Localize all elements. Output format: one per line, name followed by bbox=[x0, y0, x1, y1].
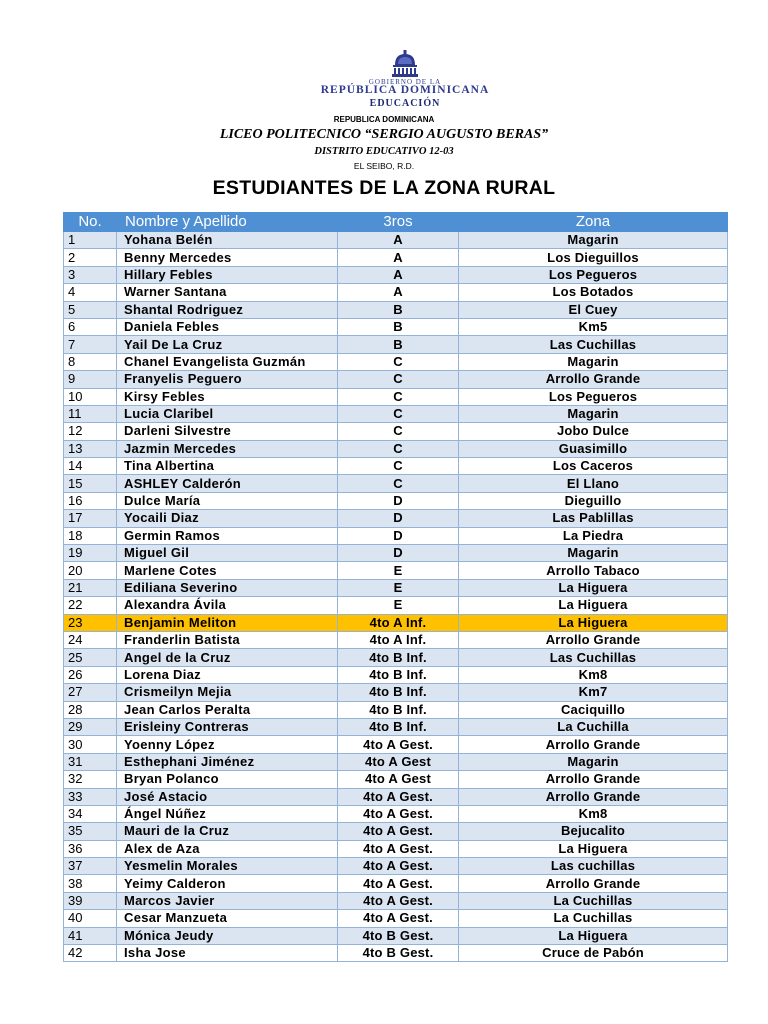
cell-zone: Magarin bbox=[459, 405, 728, 422]
cell-zone: Arrollo Grande bbox=[459, 875, 728, 892]
cell-grade: 4to A Gest. bbox=[338, 823, 459, 840]
table-row bbox=[64, 614, 728, 631]
cell-number: 33 bbox=[64, 788, 117, 805]
cell-grade: C bbox=[338, 475, 459, 492]
cell-number: 3 bbox=[64, 266, 117, 283]
cell-name: Lucia Claribel bbox=[117, 405, 338, 422]
capitol-dome-icon bbox=[392, 50, 418, 77]
district-label: DISTRITO EDUCATIVO 12-03 bbox=[314, 146, 454, 157]
cell-grade: 4to A Gest. bbox=[338, 736, 459, 753]
cell-number: 4 bbox=[64, 284, 117, 301]
cell-name: Cesar Manzueta bbox=[117, 910, 338, 927]
logo-line-3: EDUCACIÓN bbox=[369, 98, 441, 109]
cell-grade: 4to B Inf. bbox=[338, 684, 459, 701]
page-title: ESTUDIANTES DE LA ZONA RURAL bbox=[212, 177, 556, 199]
table-row bbox=[64, 788, 728, 805]
cell-number: 30 bbox=[64, 736, 117, 753]
cell-grade: 4to B Inf. bbox=[338, 649, 459, 666]
cell-name: Crismeilyn Mejia bbox=[117, 684, 338, 701]
cell-number: 32 bbox=[64, 771, 117, 788]
cell-zone: Las Cuchillas bbox=[459, 649, 728, 666]
cell-zone: Arrollo Grande bbox=[459, 631, 728, 648]
column-header-name: Nombre y Apellido bbox=[117, 213, 338, 232]
cell-zone: Bejucalito bbox=[459, 823, 728, 840]
cell-number: 7 bbox=[64, 336, 117, 353]
cell-zone: Arrollo Tabaco bbox=[459, 562, 728, 579]
table-row bbox=[64, 875, 728, 892]
cell-number: 37 bbox=[64, 858, 117, 875]
table-row bbox=[64, 405, 728, 422]
cell-number: 31 bbox=[64, 753, 117, 770]
cell-zone: Las cuchillas bbox=[459, 858, 728, 875]
cell-grade: C bbox=[338, 371, 459, 388]
cell-name: Erisleiny Contreras bbox=[117, 718, 338, 735]
country-label: REPUBLICA DOMINICANA bbox=[333, 115, 435, 124]
cell-number: 36 bbox=[64, 840, 117, 857]
cell-grade: 4to A Gest bbox=[338, 753, 459, 770]
cell-grade: C bbox=[338, 405, 459, 422]
cell-name: Isha Jose bbox=[117, 945, 338, 962]
cell-number: 27 bbox=[64, 684, 117, 701]
cell-name: Kirsy Febles bbox=[117, 388, 338, 405]
cell-number: 2 bbox=[64, 249, 117, 266]
cell-zone: Guasimillo bbox=[459, 440, 728, 457]
table-row bbox=[64, 823, 728, 840]
cell-number: 1 bbox=[64, 232, 117, 249]
cell-grade: E bbox=[338, 562, 459, 579]
cell-name: Mauri de la Cruz bbox=[117, 823, 338, 840]
cell-zone: Arrollo Grande bbox=[459, 736, 728, 753]
cell-name: Yesmelin Morales bbox=[117, 858, 338, 875]
cell-name: Marcos Javier bbox=[117, 892, 338, 909]
cell-number: 14 bbox=[64, 458, 117, 475]
cell-name: Chanel Evangelista Guzmán bbox=[117, 353, 338, 370]
cell-zone: Km8 bbox=[459, 805, 728, 822]
cell-zone: La Cuchillas bbox=[459, 892, 728, 909]
cell-zone: La Cuchillas bbox=[459, 910, 728, 927]
cell-name: ASHLEY Calderón bbox=[117, 475, 338, 492]
cell-name: Ángel Núñez bbox=[117, 805, 338, 822]
cell-zone: Arrollo Grande bbox=[459, 788, 728, 805]
cell-name: Yoenny López bbox=[117, 736, 338, 753]
cell-name: Warner Santana bbox=[117, 284, 338, 301]
cell-zone: La Cuchilla bbox=[459, 718, 728, 735]
table-row bbox=[64, 266, 728, 283]
table-row bbox=[64, 545, 728, 562]
cell-number: 24 bbox=[64, 631, 117, 648]
cell-zone: Km7 bbox=[459, 684, 728, 701]
table-row bbox=[64, 771, 728, 788]
cell-zone: Dieguillo bbox=[459, 492, 728, 509]
cell-zone: Magarin bbox=[459, 753, 728, 770]
cell-zone: Magarin bbox=[459, 232, 728, 249]
table-row bbox=[64, 753, 728, 770]
cell-zone: Km8 bbox=[459, 666, 728, 683]
cell-zone: La Higuera bbox=[459, 927, 728, 944]
cell-grade: A bbox=[338, 284, 459, 301]
logo-line-2: REPÚBLICA DOMINICANA bbox=[320, 84, 490, 96]
cell-zone: Caciquillo bbox=[459, 701, 728, 718]
cell-name: Benjamin Meliton bbox=[117, 614, 338, 631]
table-row bbox=[64, 284, 728, 301]
cell-number: 17 bbox=[64, 510, 117, 527]
column-header-grade: 3ros bbox=[338, 213, 459, 232]
table-row bbox=[64, 579, 728, 596]
cell-name: Alex de Aza bbox=[117, 840, 338, 857]
cell-zone: Cruce de Pabón bbox=[459, 945, 728, 962]
cell-grade: D bbox=[338, 545, 459, 562]
cell-zone: La Higuera bbox=[459, 579, 728, 596]
cell-number: 21 bbox=[64, 579, 117, 596]
cell-number: 13 bbox=[64, 440, 117, 457]
table-row bbox=[64, 249, 728, 266]
ministry-logo bbox=[300, 50, 510, 112]
cell-zone: La Higuera bbox=[459, 840, 728, 857]
table-row bbox=[64, 892, 728, 909]
table-row bbox=[64, 353, 728, 370]
cell-grade: 4to A Gest. bbox=[338, 788, 459, 805]
cell-name: Yeimy Calderon bbox=[117, 875, 338, 892]
cell-grade: 4to A Gest. bbox=[338, 892, 459, 909]
cell-grade: D bbox=[338, 492, 459, 509]
cell-name: Daniela Febles bbox=[117, 318, 338, 335]
logo-line-1: GOBIERNO DE LA bbox=[368, 78, 442, 86]
cell-grade: E bbox=[338, 597, 459, 614]
cell-number: 9 bbox=[64, 371, 117, 388]
table-row bbox=[64, 945, 728, 962]
table-row bbox=[64, 527, 728, 544]
table-body bbox=[64, 232, 728, 962]
cell-name: Shantal Rodriguez bbox=[117, 301, 338, 318]
cell-name: Miguel Gil bbox=[117, 545, 338, 562]
cell-name: Dulce María bbox=[117, 492, 338, 509]
table-row bbox=[64, 371, 728, 388]
cell-grade: 4to A Gest. bbox=[338, 910, 459, 927]
cell-number: 5 bbox=[64, 301, 117, 318]
cell-number: 39 bbox=[64, 892, 117, 909]
cell-name: Darleni Silvestre bbox=[117, 423, 338, 440]
cell-grade: 4to B Inf. bbox=[338, 718, 459, 735]
table-row bbox=[64, 388, 728, 405]
cell-number: 16 bbox=[64, 492, 117, 509]
cell-zone: Magarin bbox=[459, 545, 728, 562]
table-header-row bbox=[64, 213, 728, 232]
cell-grade: B bbox=[338, 301, 459, 318]
table-row bbox=[64, 440, 728, 457]
cell-grade: 4to A Gest. bbox=[338, 858, 459, 875]
table-row bbox=[64, 232, 728, 249]
cell-grade: C bbox=[338, 353, 459, 370]
cell-zone: Jobo Dulce bbox=[459, 423, 728, 440]
school-name: LICEO POLITECNICO “SERGIO AUGUSTO BERAS” bbox=[219, 127, 549, 142]
table-row bbox=[64, 927, 728, 944]
cell-grade: 4to B Gest. bbox=[338, 945, 459, 962]
cell-zone: Arrollo Grande bbox=[459, 371, 728, 388]
cell-number: 15 bbox=[64, 475, 117, 492]
cell-number: 23 bbox=[64, 614, 117, 631]
cell-grade: 4to B Gest. bbox=[338, 927, 459, 944]
cell-grade: B bbox=[338, 318, 459, 335]
cell-zone: La Higuera bbox=[459, 597, 728, 614]
cell-zone: Los Caceros bbox=[459, 458, 728, 475]
cell-number: 35 bbox=[64, 823, 117, 840]
cell-number: 40 bbox=[64, 910, 117, 927]
cell-grade: 4to A Gest. bbox=[338, 805, 459, 822]
cell-grade: A bbox=[338, 232, 459, 249]
table-row bbox=[64, 492, 728, 509]
cell-zone: Km5 bbox=[459, 318, 728, 335]
cell-name: Tina Albertina bbox=[117, 458, 338, 475]
cell-name: Jazmin Mercedes bbox=[117, 440, 338, 457]
table-row bbox=[64, 631, 728, 648]
cell-zone: Los Dieguillos bbox=[459, 249, 728, 266]
cell-name: Benny Mercedes bbox=[117, 249, 338, 266]
cell-zone: La Piedra bbox=[459, 527, 728, 544]
cell-number: 20 bbox=[64, 562, 117, 579]
table-row bbox=[64, 840, 728, 857]
cell-name: Yail De La Cruz bbox=[117, 336, 338, 353]
cell-name: Franyelis Peguero bbox=[117, 371, 338, 388]
cell-number: 11 bbox=[64, 405, 117, 422]
cell-name: Marlene Cotes bbox=[117, 562, 338, 579]
cell-zone: Los Pegueros bbox=[459, 266, 728, 283]
table-row bbox=[64, 910, 728, 927]
table-row bbox=[64, 562, 728, 579]
table-row bbox=[64, 475, 728, 492]
column-header-zone: Zona bbox=[459, 213, 728, 232]
cell-name: Mónica Jeudy bbox=[117, 927, 338, 944]
cell-grade: C bbox=[338, 458, 459, 475]
cell-name: Germin Ramos bbox=[117, 527, 338, 544]
cell-number: 18 bbox=[64, 527, 117, 544]
cell-number: 41 bbox=[64, 927, 117, 944]
cell-number: 29 bbox=[64, 718, 117, 735]
cell-number: 34 bbox=[64, 805, 117, 822]
cell-name: Franderlin Batista bbox=[117, 631, 338, 648]
table-row bbox=[64, 701, 728, 718]
cell-zone: Las Cuchillas bbox=[459, 336, 728, 353]
cell-zone: Los Pegueros bbox=[459, 388, 728, 405]
cell-grade: 4to A Gest. bbox=[338, 875, 459, 892]
cell-grade: 4to B Inf. bbox=[338, 701, 459, 718]
table-row bbox=[64, 684, 728, 701]
cell-name: Hillary Febles bbox=[117, 266, 338, 283]
cell-name: Esthephani Jiménez bbox=[117, 753, 338, 770]
table-row bbox=[64, 336, 728, 353]
table-row bbox=[64, 458, 728, 475]
cell-grade: A bbox=[338, 266, 459, 283]
table-row bbox=[64, 666, 728, 683]
cell-grade: B bbox=[338, 336, 459, 353]
table-row bbox=[64, 649, 728, 666]
table-row bbox=[64, 805, 728, 822]
cell-number: 42 bbox=[64, 945, 117, 962]
cell-name: Angel de la Cruz bbox=[117, 649, 338, 666]
cell-grade: 4to A Gest bbox=[338, 771, 459, 788]
cell-zone: El Llano bbox=[459, 475, 728, 492]
cell-name: Alexandra Ávila bbox=[117, 597, 338, 614]
cell-number: 38 bbox=[64, 875, 117, 892]
cell-name: Ediliana Severino bbox=[117, 579, 338, 596]
cell-zone: Las Pablillas bbox=[459, 510, 728, 527]
cell-name: Yohana Belén bbox=[117, 232, 338, 249]
cell-grade: C bbox=[338, 423, 459, 440]
students-table bbox=[63, 212, 728, 962]
table-row bbox=[64, 736, 728, 753]
cell-name: Yocaili Diaz bbox=[117, 510, 338, 527]
cell-grade: D bbox=[338, 527, 459, 544]
cell-grade: A bbox=[338, 249, 459, 266]
cell-grade: 4to A Inf. bbox=[338, 631, 459, 648]
cell-grade: C bbox=[338, 388, 459, 405]
cell-number: 19 bbox=[64, 545, 117, 562]
cell-grade: 4to A Gest. bbox=[338, 840, 459, 857]
cell-number: 28 bbox=[64, 701, 117, 718]
cell-number: 8 bbox=[64, 353, 117, 370]
table-row bbox=[64, 718, 728, 735]
table-row bbox=[64, 858, 728, 875]
cell-number: 22 bbox=[64, 597, 117, 614]
column-header-number: No. bbox=[64, 213, 117, 232]
cell-zone: Magarin bbox=[459, 353, 728, 370]
table-row bbox=[64, 301, 728, 318]
cell-number: 12 bbox=[64, 423, 117, 440]
cell-name: Lorena Diaz bbox=[117, 666, 338, 683]
cell-name: José Astacio bbox=[117, 788, 338, 805]
table-row bbox=[64, 423, 728, 440]
cell-grade: D bbox=[338, 510, 459, 527]
cell-grade: E bbox=[338, 579, 459, 596]
cell-number: 10 bbox=[64, 388, 117, 405]
table-row bbox=[64, 510, 728, 527]
cell-zone: Los Botados bbox=[459, 284, 728, 301]
table-row bbox=[64, 318, 728, 335]
cell-number: 6 bbox=[64, 318, 117, 335]
cell-number: 26 bbox=[64, 666, 117, 683]
cell-grade: 4to A Inf. bbox=[338, 614, 459, 631]
cell-number: 25 bbox=[64, 649, 117, 666]
cell-name: Jean Carlos Peralta bbox=[117, 701, 338, 718]
city-label: EL SEIBO, R.D. bbox=[353, 161, 415, 171]
cell-name: Bryan Polanco bbox=[117, 771, 338, 788]
cell-grade: C bbox=[338, 440, 459, 457]
table-row bbox=[64, 597, 728, 614]
cell-grade: 4to B Inf. bbox=[338, 666, 459, 683]
cell-zone: Arrollo Grande bbox=[459, 771, 728, 788]
cell-zone: La Higuera bbox=[459, 614, 728, 631]
cell-zone: El Cuey bbox=[459, 301, 728, 318]
